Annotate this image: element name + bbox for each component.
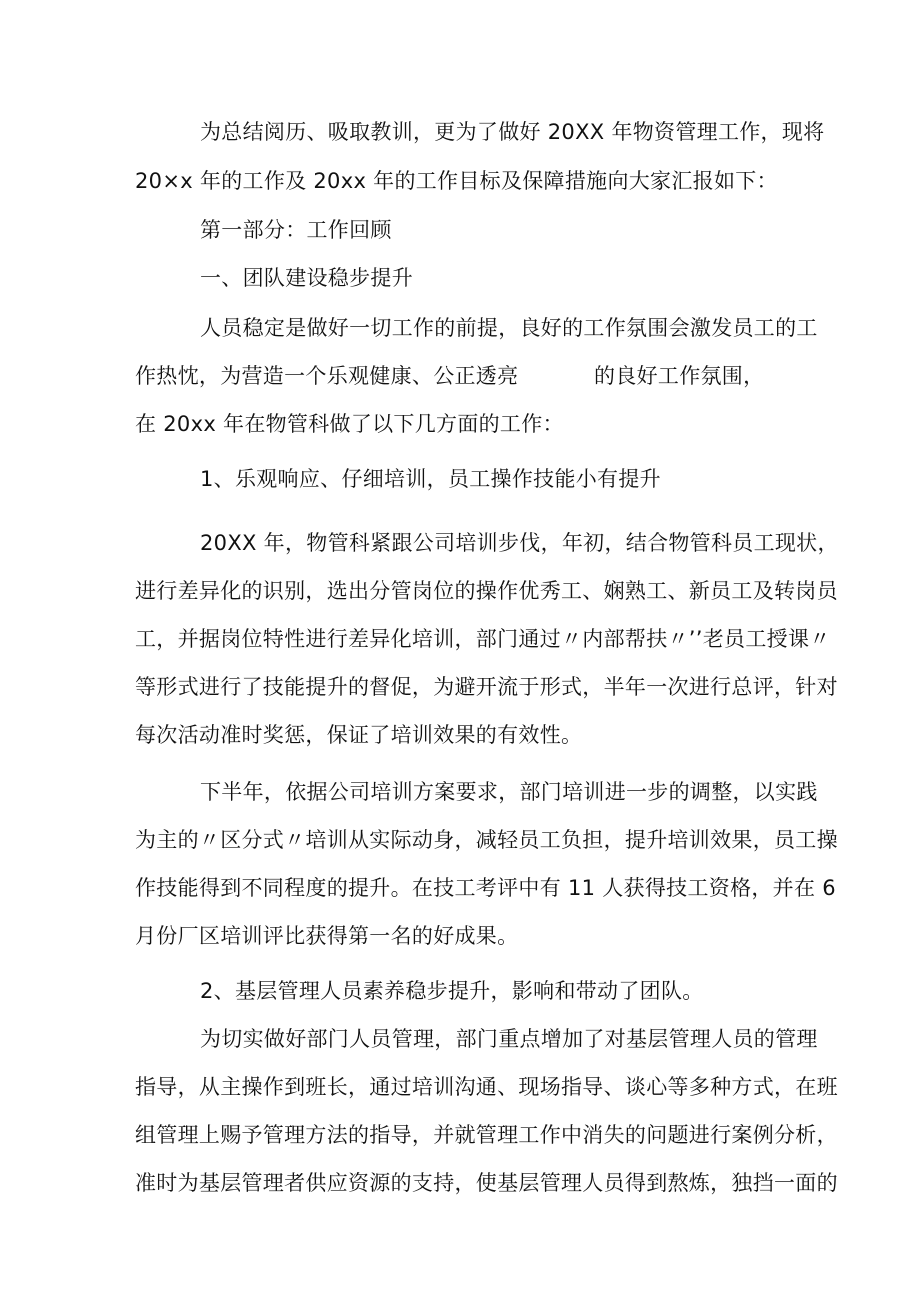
paragraph-line: 进行差异化的识别，选出分管岗位的操作优秀工、娴熟工、新员工及转岗员	[135, 579, 838, 603]
paragraph-line: 每次活动准时奖惩，保证了培训效果的有效性。	[135, 723, 583, 747]
paragraph-line: 工，并据岗位特性进行差异化培训，部门通过〃内部帮扶〃’’老员工授课〃	[135, 627, 831, 651]
paragraph-line: 下半年，依据公司培训方案要求，部门培训进一步的调整，以实践	[200, 780, 818, 804]
paragraph-line: 作技能得到不同程度的提升。在技工考评中有 11 人获得技工资格，并在 6	[135, 876, 836, 900]
paragraph-line: 组管理上赐予管理方法的指导，并就管理工作中消失的问题进行案例分析，	[135, 1123, 838, 1147]
paragraph-line: 20XX 年，物管科紧跟公司培训步伐，年初，结合物管科员工现状，	[200, 531, 839, 555]
item-heading: 1、乐观响应、仔细培训，员工操作技能小有提升	[200, 467, 661, 491]
item-heading: 2、基层管理人员素养稳步提升，影响和带动了团队。	[200, 979, 704, 1003]
paragraph-line: 的良好工作氛围，	[594, 364, 765, 388]
paragraph-line: 人员稳定是做好一切工作的前提，良好的工作氛围会激发员工的工	[200, 316, 818, 340]
subsection-heading: 一、团队建设稳步提升	[200, 266, 413, 290]
paragraph-line: 为切实做好部门人员管理，部门重点增加了对基层管理人员的管理	[200, 1027, 818, 1051]
paragraph-line: 指导，从主操作到班长，通过培训沟通、现场指导、谈心等多种方式，在班	[135, 1075, 838, 1099]
paragraph-line: 为总结阅历、吸取教训，更为了做好 20XX 年物资管理工作，现将	[200, 120, 825, 144]
paragraph-line: 等形式进行了技能提升的督促，为避开流于形式，半年一次进行总评，针对	[135, 675, 838, 699]
paragraph-line: 月份厂区培训评比获得第一名的好成果。	[135, 924, 519, 948]
paragraph-line: 在 20xx 年在物管科做了以下几方面的工作：	[135, 412, 564, 436]
paragraph-line: 为主的〃区分式〃培训从实际动身，减轻员工负担，提升培训效果，员工操	[135, 828, 838, 852]
paragraph-line: 作热忱，为营造一个乐观健康、公正透亮	[135, 364, 519, 388]
paragraph-line: 20×x 年的工作及 20xx 年的工作目标及保障措施向大家汇报如下：	[135, 169, 778, 193]
section-heading: 第一部分：工作回顾	[200, 218, 392, 242]
paragraph-line: 准时为基层管理者供应资源的支持，使基层管理人员得到熬炼，独挡一面的	[135, 1171, 838, 1195]
